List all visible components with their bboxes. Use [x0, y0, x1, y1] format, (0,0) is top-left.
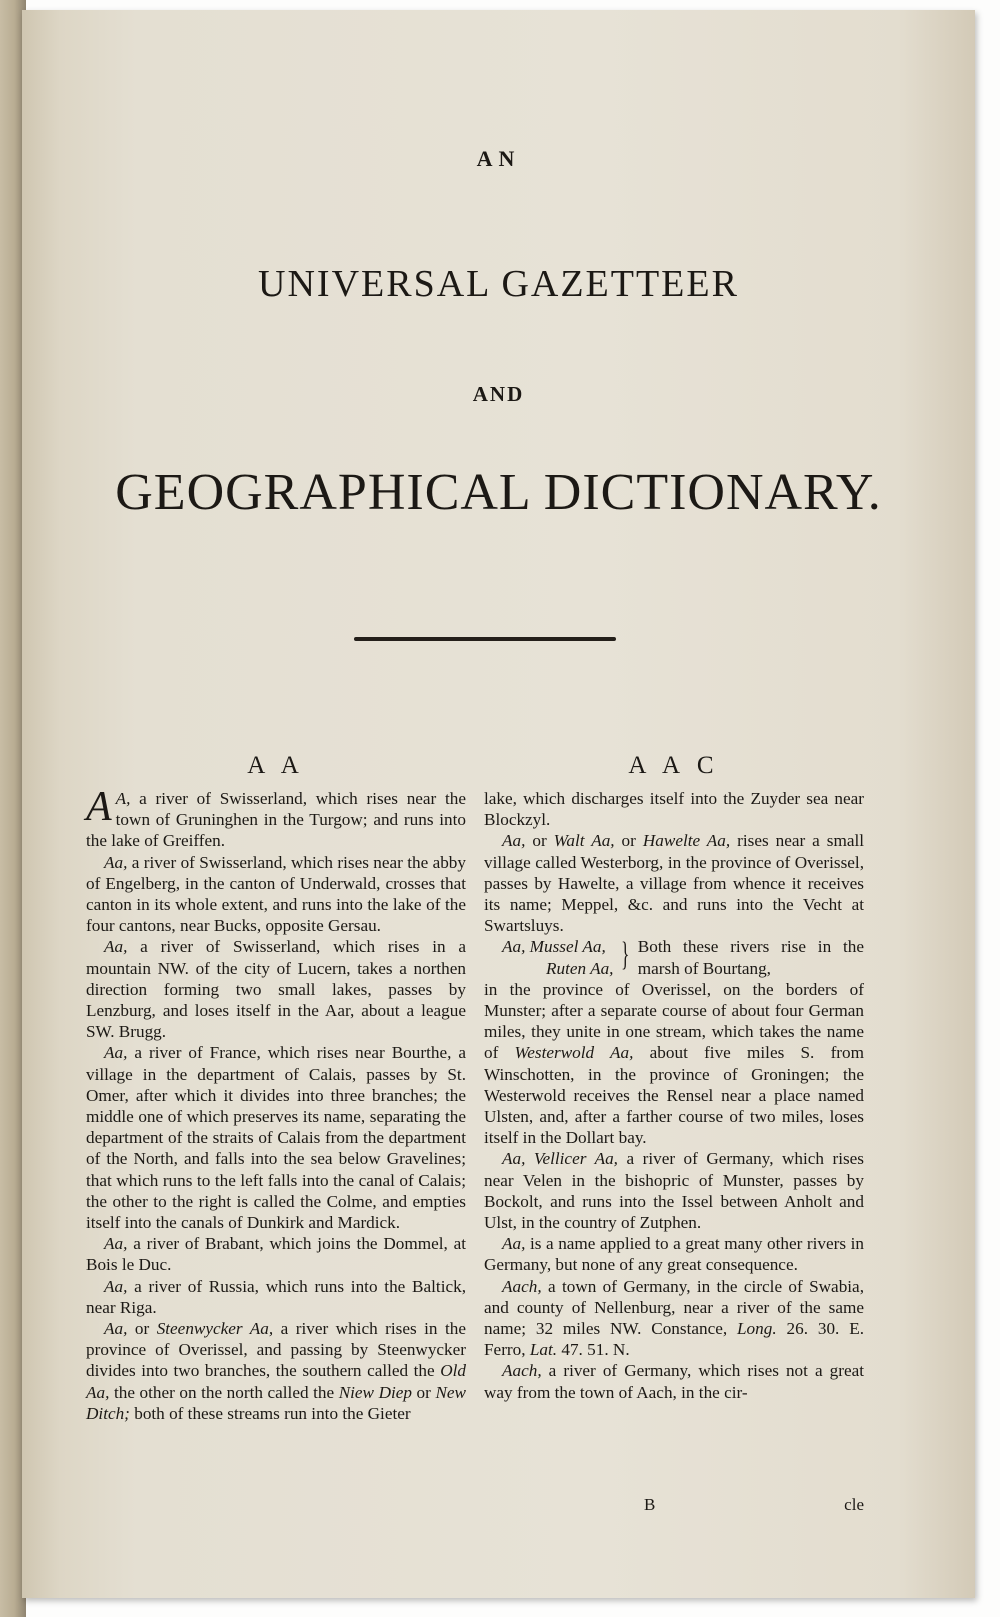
- entry-text: the other on the north called the: [109, 1382, 339, 1402]
- entry-name-hawelte-aa: Hawelte Aa,: [642, 831, 731, 851]
- entry: [86, 1276, 466, 1318]
- entry: [86, 936, 466, 1042]
- entry-text: a river of France, which rises near Bourthe, a village in the department of Calais, passes by St. Omer, after which it divides into three branches; the middle one of which preserves its name, separating the department of the straits of Calais from the department of the North, and falls into the sea below Gravelines; that which runs to the left falls into the canal of Calais; the other to the right is called the Colme, and empties itself into the canals of Dunkirk and Mardick.: [86, 1043, 466, 1233]
- entry: [484, 1233, 864, 1275]
- entry-text: a river which rises in the province of Overissel, and passing by Steenwycker divides into two branches, the southern called the: [86, 1319, 466, 1381]
- entry-text: a river of Russia, which runs into the Baltick, near Riga.: [86, 1276, 466, 1317]
- entry-headword-mussel: Aa, Mussel Aa,: [502, 937, 606, 957]
- entry-aach-river: [484, 1360, 864, 1402]
- entry-headword: Aa,: [104, 1043, 128, 1063]
- entry-label-long: Long.: [737, 1319, 777, 1339]
- page-footer: [484, 1495, 864, 1517]
- drop-cap: A: [86, 784, 112, 830]
- entry-text: a town of Germany, in the circle of Swabia, and county of Nellenburg, near a river of the same name; 32 miles NW. Constance,: [484, 1276, 864, 1339]
- entry-text-mussel: [484, 979, 864, 1149]
- entry-label-lat: Lat.: [529, 1340, 558, 1360]
- right-column: [484, 752, 864, 1403]
- entry-headword: Aa,: [502, 1234, 526, 1254]
- entry-text: 47. 51. N.: [557, 1340, 630, 1360]
- entry: [86, 1233, 466, 1275]
- left-column: [86, 752, 466, 1424]
- title-geographical-dictionary: GEOGRAPHICAL DICTIONARY.: [115, 464, 882, 521]
- entry-text: 26. 30. E. Ferro,: [484, 1319, 865, 1360]
- entry-text: is a name applied to a great many other rivers in Germany, but none of any great consequence.: [484, 1234, 864, 1275]
- entry-text: rises near a small village called Westerborg, in the province of Overissel, passes by Hawelte, a village from whence it receives its name; Meppel, &c. and runs into the Vecht at Swartsluys.: [484, 831, 865, 936]
- entry-headword: Aa,: [104, 1276, 128, 1296]
- continuation-text: lake, which discharges itself into the Zuyder sea near Blockzyl.: [484, 789, 864, 830]
- entry-text: or: [614, 831, 643, 851]
- entry-text: both of these streams run into the Gieter: [129, 1403, 411, 1423]
- entry-text: or: [412, 1382, 436, 1402]
- entry-name-new-ditch: New Ditch;: [86, 1382, 466, 1423]
- entry-text: a river of Germany, which rises not a great way from the town of Aach, in the cir-: [484, 1361, 864, 1402]
- title-and: AND: [472, 382, 525, 406]
- entry-text: a river of Germany, which rises near Velen in the bishopric of Munster, passes by Bockolt, and runs into the Issel between Anholt and Ulst, in the country of Zutphen.: [484, 1149, 864, 1233]
- signature-mark: B: [644, 1495, 656, 1514]
- catchword: cle: [844, 1495, 864, 1514]
- right-column-heading: A A C: [628, 752, 720, 779]
- entry-headword-alt: Steenwycker Aa,: [156, 1319, 274, 1339]
- entry-headword: Aach,: [502, 1276, 542, 1296]
- entry-headword: Aa,: [502, 831, 526, 851]
- left-column-heading: A A: [247, 752, 305, 779]
- entry: [484, 1148, 864, 1233]
- entry-headword: Aa,: [104, 1234, 128, 1254]
- entry-headword: Aa, Vellicer Aa,: [502, 1149, 618, 1169]
- paired-headwords: [484, 936, 613, 978]
- entry-name-niew-diep: Niew Diep: [338, 1382, 412, 1402]
- entry-headword: Aa,: [104, 852, 128, 872]
- entry-headword: Aa,: [104, 937, 128, 957]
- entry-headword: A,: [115, 789, 131, 808]
- entry-name-walt-aa: Walt Aa,: [553, 831, 615, 851]
- entry-name-westerwold: Westerwold Aa,: [514, 1043, 634, 1063]
- entry-name-old-aa: Old Aa,: [86, 1361, 466, 1402]
- entry: [86, 784, 466, 852]
- title-universal-gazetteer: UNIVERSAL GAZETTEER: [258, 263, 739, 305]
- entry-text: a river of Swisserland, which rises near the town of Gruninghen in the Turgow; and runs into the lake of Greiffen.: [86, 789, 466, 851]
- entry-text: Both these rivers rise in the marsh of Bourtang,: [637, 937, 864, 978]
- entry-headword-ruten: Ruten Aa,: [546, 958, 614, 978]
- decorative-rule: [354, 637, 616, 641]
- entry-walt-aa: [484, 830, 864, 936]
- entry-steenwycker: [86, 1318, 466, 1424]
- entry-text: or: [127, 1319, 157, 1339]
- title-an: AN: [476, 146, 521, 171]
- brace-symbol: }: [621, 936, 630, 974]
- book-page: [22, 10, 975, 1598]
- entry-text: or: [525, 831, 554, 851]
- entry-text: a river of Swisserland, which rises near the abby of Engelberg, in the canton of Underwald, crosses that canton in its whole extent, and runs into the lake of the four cantons, near Bucks, opposite Gersau.: [86, 852, 466, 936]
- entry-headword: Aa,: [104, 1319, 128, 1339]
- entry: [86, 1042, 466, 1233]
- entry: [86, 852, 466, 937]
- entry-text: in the province of Overissel, on the borders of Munster; after a separate course of about four German miles, they unite in one stream, which takes the name of: [484, 979, 864, 1063]
- entry-text: about five miles S. from Winschotten, in the province of Groningen; the Westerwold receives the Rensel near a place named Ulsten, and, after a farther course of two miles, loses itself in the Dollart bay.: [484, 1043, 864, 1148]
- entry-text: a river of Brabant, which joins the Dommel, at Bois le Duc.: [86, 1234, 466, 1275]
- entry-mussel-pair: [484, 936, 864, 978]
- entry-headword: Aach,: [502, 1361, 542, 1381]
- entry-aach-town: [484, 1276, 864, 1361]
- entry-text: a river of Swisserland, which rises in a mountain NW. of the city of Lucern, takes a northen direction forming two small lakes, passes by Lenzburg, and loses itself in the Aar, about a league SW. Brugg.: [86, 937, 466, 1042]
